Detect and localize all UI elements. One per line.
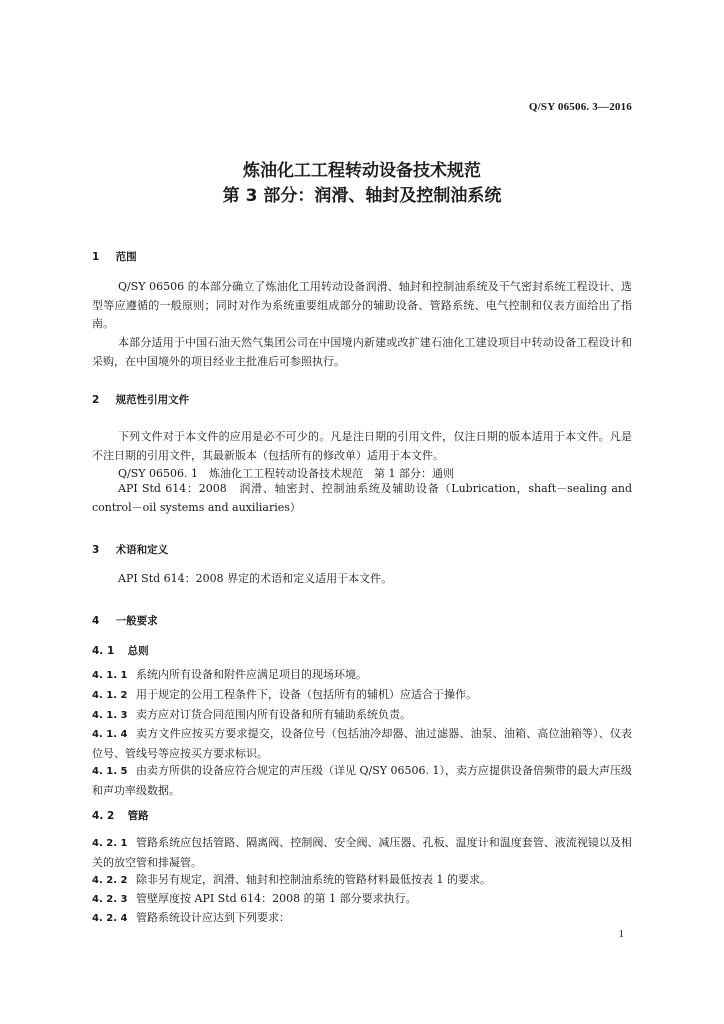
document-title-line1: 炼油化工工程转动设备技术规范 xyxy=(243,161,481,181)
section-title: 范围 xyxy=(115,251,137,263)
clause-number: 4. 1. 4 xyxy=(92,729,128,740)
section-3-heading xyxy=(92,542,168,557)
clause-number: 4. 2. 2 xyxy=(92,875,128,886)
clause-number: 4. 1. 1 xyxy=(92,670,128,681)
section-number: 4 xyxy=(92,615,100,627)
clause-number: 4. 1. 3 xyxy=(92,710,128,721)
clause-4-1-5 xyxy=(92,762,632,800)
reference-1: Q/SY 06506. 1 炼油化工工程转动设备技术规范 第 1 部分：通则 xyxy=(118,467,454,480)
subsection-number: 4. 1 xyxy=(92,645,115,657)
page-number: 1 xyxy=(618,928,624,940)
clause-number: 4. 2. 1 xyxy=(92,838,128,849)
clause-text: 管壁厚度按 API Std 614：2008 的第 1 部分要求执行。 xyxy=(136,892,417,905)
section-title: 一般要求 xyxy=(115,615,158,627)
clause-text: 卖方文件应按买方要求提交，设备位号（包括油冷却器、油过滤器、油泵、油箱、高位油箱等）、仪表位号、管线号等应按买方要求标识。 xyxy=(92,727,632,760)
clause-4-1-4 xyxy=(92,725,632,763)
subsection-title: 管路 xyxy=(127,810,149,822)
clause-text: 由卖方所供的设备应符合规定的声压级（详见 Q/SY 06506. 1），卖方应提供设备倍频带的最大声压级和声功率级数据。 xyxy=(92,764,632,797)
section-1-paragraph-1: Q/SY 06506 的本部分确立了炼油化工用转动设备润滑、轴封和控制油系统及干气密封系统工程设计、选型等应遵循的一般原则；同时对作为系统重要组成部分的辅助设备、管路系统、电气控制和仪表方面给出了指南。 xyxy=(92,280,632,330)
clause-text: 系统内所有设备和附件应满足项目的现场环境。 xyxy=(136,668,367,681)
subsection-4-1-heading xyxy=(92,643,149,658)
reference-2: API Std 614：2008 润滑、轴密封、控制油系统及辅助设备（Lubrication，shaft－sealing and control－oil systems and auxiliaries） xyxy=(92,482,632,514)
clause-4-2-1 xyxy=(92,834,632,872)
section-3-paragraph-1: API Std 614：2008 界定的术语和定义适用于本文件。 xyxy=(118,572,393,585)
standard-code: Q/SY 06506. 3—2016 xyxy=(528,101,632,113)
section-title: 规范性引用文件 xyxy=(115,394,190,406)
subsection-number: 4. 2 xyxy=(92,810,115,822)
section-2-paragraph-1: 下列文件对于本文件的应用是必不可少的。凡是注日期的引用文件，仅注日期的版本适用于本文件。凡是不注日期的引用文件，其最新版本（包括所有的修改单）适用于本文件。 xyxy=(92,430,632,462)
clause-number: 4. 2. 4 xyxy=(92,913,128,924)
section-1-paragraph-2: 本部分适用于中国石油天然气集团公司在中国境内新建或改扩建石油化工建设项目中转动设备工程设计和采购，在中国境外的项目经业主批准后可参照执行。 xyxy=(92,336,632,368)
clause-text: 管路系统设计应达到下列要求： xyxy=(136,911,290,924)
clause-text: 用于规定的公用工程条件下，设备（包括所有的辅机）应适合于操作。 xyxy=(136,688,477,701)
subsection-4-2-heading xyxy=(92,808,149,823)
clause-4-1-3 xyxy=(92,706,632,726)
clause-4-1-2 xyxy=(92,686,632,706)
section-4-heading xyxy=(92,613,158,628)
clause-4-2-2 xyxy=(92,871,632,891)
section-2-heading xyxy=(92,392,189,407)
clause-4-1-1 xyxy=(92,666,632,686)
clause-4-2-4 xyxy=(92,909,632,929)
document-title-line2: 第 3 部分：润滑、轴封及控制油系统 xyxy=(222,186,502,206)
clause-text: 卖方应对订货合同范围内所有设备和所有辅助系统负责。 xyxy=(136,708,411,721)
section-number: 1 xyxy=(92,251,100,263)
clause-number: 4. 1. 5 xyxy=(92,766,128,777)
subsection-title: 总则 xyxy=(127,645,149,657)
clause-number: 4. 1. 2 xyxy=(92,690,128,701)
section-number: 2 xyxy=(92,394,100,406)
section-title: 术语和定义 xyxy=(115,544,169,556)
section-1-heading xyxy=(92,249,137,264)
clause-text: 管路系统应包括管路、隔离阀、控制阀、安全阀、减压器、孔板、温度计和温度套管、液流视镜以及相关的放空管和排凝管。 xyxy=(92,836,632,869)
clause-text: 除非另有规定，润滑、轴封和控制油系统的管路材料最低按表 1 的要求。 xyxy=(136,873,491,886)
clause-number: 4. 2. 3 xyxy=(92,894,128,905)
clause-4-2-3 xyxy=(92,890,632,910)
section-number: 3 xyxy=(92,544,100,556)
